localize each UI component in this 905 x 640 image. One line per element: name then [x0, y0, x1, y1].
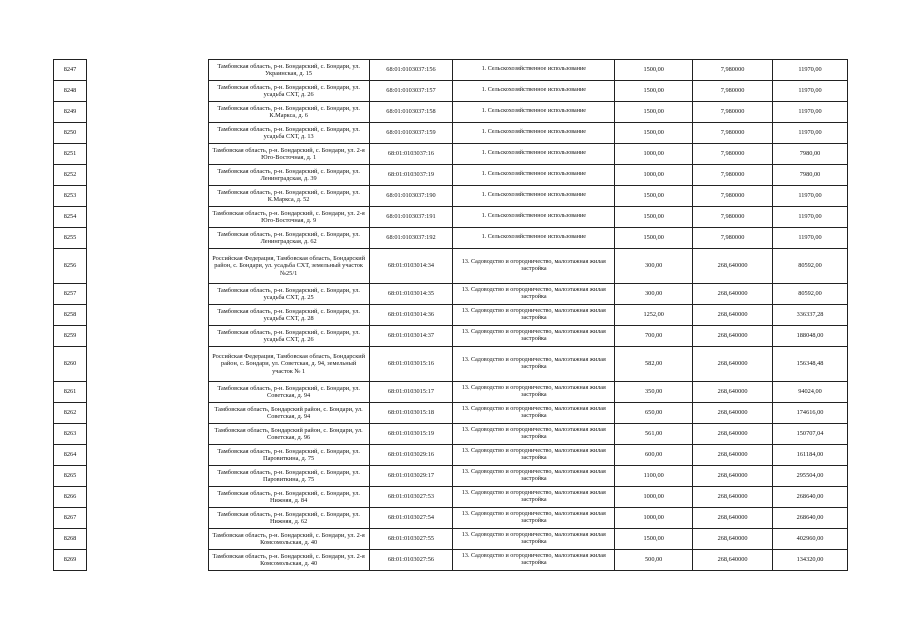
- cadastral-number-cell: 68:01:0103029:16: [369, 445, 453, 466]
- row-number: 8252: [54, 165, 87, 186]
- area-cell: 582,00: [615, 347, 693, 382]
- specific-value-cell: 7,980000: [693, 144, 773, 165]
- row-number: 8267: [54, 508, 87, 529]
- cadastral-value-cell: 94024,00: [773, 382, 848, 403]
- address-cell: Тамбовская область, р-н. Бондарский, с. Бондари, ул. 2-я Юго-Восточная, д. 9: [208, 207, 369, 228]
- address-cell: Тамбовская область, Бондарский район, с. Бондари, ул. Советская, д. 94: [208, 403, 369, 424]
- table-row: [54, 382, 848, 403]
- table-row: [54, 508, 848, 529]
- address-cell: Тамбовская область, р-н. Бондарский, с. Бондари, ул. усадьба СХТ, д. 13: [208, 123, 369, 144]
- table-row: [54, 550, 848, 571]
- land-use-cell: 1. Сельскохозяйственное использование: [453, 186, 615, 207]
- column-spacer: [86, 102, 208, 123]
- specific-value-cell: 268,640000: [693, 445, 773, 466]
- table-row: [54, 403, 848, 424]
- cadastral-value-cell: 80592,00: [773, 249, 848, 284]
- column-spacer: [86, 550, 208, 571]
- table-row: [54, 60, 848, 81]
- row-number: 8258: [54, 305, 87, 326]
- address-cell: Тамбовская область, р-н. Бондарский, с. Бондари, ул. 2-я Юго-Восточная, д. 1: [208, 144, 369, 165]
- cadastral-value-cell: 7980,00: [773, 165, 848, 186]
- cadastral-value-cell: 268640,00: [773, 508, 848, 529]
- cadastral-value-cell: 295504,00: [773, 466, 848, 487]
- area-cell: 600,00: [615, 445, 693, 466]
- cadastral-number-cell: 68:01:0103037:191: [369, 207, 453, 228]
- area-cell: 1000,00: [615, 487, 693, 508]
- table-row: [54, 186, 848, 207]
- area-cell: 1500,00: [615, 81, 693, 102]
- table-row: [54, 165, 848, 186]
- land-use-cell: 1. Сельскохозяйственное использование: [453, 207, 615, 228]
- row-number: 8260: [54, 347, 87, 382]
- cadastral-value-cell: 11970,00: [773, 228, 848, 249]
- cadastral-number-cell: 68:01:0103027:53: [369, 487, 453, 508]
- table-row: [54, 81, 848, 102]
- address-cell: Тамбовская область, р-н. Бондарский, с. Бондари, ул. Советская, д. 94: [208, 382, 369, 403]
- area-cell: 1500,00: [615, 102, 693, 123]
- area-cell: 1500,00: [615, 228, 693, 249]
- land-register-table-page: [53, 59, 848, 567]
- area-cell: 1000,00: [615, 144, 693, 165]
- cadastral-value-cell: 11970,00: [773, 102, 848, 123]
- row-number: 8265: [54, 466, 87, 487]
- cadastral-number-cell: 68:01:0103027:54: [369, 508, 453, 529]
- land-use-cell: 13. Садоводство и огородничество, малоэтажная жилая застройка: [453, 347, 615, 382]
- column-spacer: [86, 424, 208, 445]
- column-spacer: [86, 529, 208, 550]
- table-row: [54, 445, 848, 466]
- column-spacer: [86, 165, 208, 186]
- land-use-cell: 13. Садоводство и огородничество, малоэтажная жилая застройка: [453, 466, 615, 487]
- address-cell: Тамбовская область, р-н. Бондарский, с. Бондари, ул. 2-я Комсомольская, д. 40: [208, 529, 369, 550]
- table-row: [54, 228, 848, 249]
- table-row: [54, 529, 848, 550]
- land-use-cell: 13. Садоводство и огородничество, малоэтажная жилая застройка: [453, 403, 615, 424]
- land-use-cell: 13. Садоводство и огородничество, малоэтажная жилая застройка: [453, 305, 615, 326]
- cadastral-value-cell: 174616,00: [773, 403, 848, 424]
- column-spacer: [86, 508, 208, 529]
- address-cell: Тамбовская область, р-н. Бондарский, с. Бондари, ул. усадьба СХТ, д. 26: [208, 81, 369, 102]
- row-number: 8257: [54, 284, 87, 305]
- cadastral-number-cell: 68:01:0103027:56: [369, 550, 453, 571]
- address-cell: Тамбовская область, р-н. Бондарский, с. Бондари, ул. усадьба СХТ, д. 26: [208, 326, 369, 347]
- column-spacer: [86, 207, 208, 228]
- cadastral-number-cell: 68:01:0103029:17: [369, 466, 453, 487]
- row-number: 8263: [54, 424, 87, 445]
- row-number: 8266: [54, 487, 87, 508]
- column-spacer: [86, 382, 208, 403]
- cadastral-value-cell: 11970,00: [773, 207, 848, 228]
- table-row: [54, 207, 848, 228]
- row-number: 8253: [54, 186, 87, 207]
- address-cell: Тамбовская область, р-н. Бондарский, с. Бондари, ул. Ленинградская, д. 39: [208, 165, 369, 186]
- column-spacer: [86, 186, 208, 207]
- row-number: 8262: [54, 403, 87, 424]
- column-spacer: [86, 305, 208, 326]
- cadastral-value-cell: 80592,00: [773, 284, 848, 305]
- specific-value-cell: 268,640000: [693, 284, 773, 305]
- cadastral-number-cell: 68:01:0103037:16: [369, 144, 453, 165]
- land-register-rows: [54, 60, 848, 571]
- specific-value-cell: 268,640000: [693, 326, 773, 347]
- land-use-cell: 13. Садоводство и огородничество, малоэтажная жилая застройка: [453, 508, 615, 529]
- column-spacer: [86, 347, 208, 382]
- specific-value-cell: 268,640000: [693, 550, 773, 571]
- column-spacer: [86, 144, 208, 165]
- row-number: 8268: [54, 529, 87, 550]
- cadastral-number-cell: 68:01:0103015:16: [369, 347, 453, 382]
- land-use-cell: 13. Садоводство и огородничество, малоэтажная жилая застройка: [453, 249, 615, 284]
- address-cell: Тамбовская область, р-н. Бондарский, с. Бондари, ул. Паровиткина, д. 75: [208, 466, 369, 487]
- table-row: [54, 466, 848, 487]
- cadastral-number-cell: 68:01:0103014:36: [369, 305, 453, 326]
- table-row: [54, 305, 848, 326]
- area-cell: 1100,00: [615, 466, 693, 487]
- address-cell: Тамбовская область, Бондарский район, с. Бондари, ул. Советская, д. 96: [208, 424, 369, 445]
- land-use-cell: 13. Садоводство и огородничество, малоэтажная жилая застройка: [453, 382, 615, 403]
- column-spacer: [86, 123, 208, 144]
- area-cell: 500,00: [615, 550, 693, 571]
- specific-value-cell: 268,640000: [693, 424, 773, 445]
- cadastral-number-cell: 68:01:0103015:18: [369, 403, 453, 424]
- column-spacer: [86, 466, 208, 487]
- area-cell: 1500,00: [615, 123, 693, 144]
- land-use-cell: 1. Сельскохозяйственное использование: [453, 123, 615, 144]
- cadastral-number-cell: 68:01:0103027:55: [369, 529, 453, 550]
- cadastral-value-cell: 268640,00: [773, 487, 848, 508]
- row-number: 8256: [54, 249, 87, 284]
- cadastral-number-cell: 68:01:0103015:19: [369, 424, 453, 445]
- cadastral-number-cell: 68:01:0103037:158: [369, 102, 453, 123]
- row-number: 8250: [54, 123, 87, 144]
- cadastral-number-cell: 68:01:0103014:34: [369, 249, 453, 284]
- address-cell: Тамбовская область, р-н. Бондарский, с. Бондари, ул. Нижняя, д. 62: [208, 508, 369, 529]
- column-spacer: [86, 81, 208, 102]
- area-cell: 300,00: [615, 284, 693, 305]
- area-cell: 1252,00: [615, 305, 693, 326]
- cadastral-number-cell: 68:01:0103037:19: [369, 165, 453, 186]
- column-spacer: [86, 403, 208, 424]
- row-number: 8254: [54, 207, 87, 228]
- cadastral-value-cell: 336337,28: [773, 305, 848, 326]
- column-spacer: [86, 284, 208, 305]
- table-row: [54, 347, 848, 382]
- land-register-table: [53, 59, 848, 571]
- land-use-cell: 1. Сельскохозяйственное использование: [453, 60, 615, 81]
- specific-value-cell: 7,980000: [693, 60, 773, 81]
- area-cell: 1000,00: [615, 508, 693, 529]
- land-use-cell: 13. Садоводство и огородничество, малоэтажная жилая застройка: [453, 550, 615, 571]
- land-use-cell: 1. Сельскохозяйственное использование: [453, 228, 615, 249]
- row-number: 8269: [54, 550, 87, 571]
- area-cell: 1000,00: [615, 165, 693, 186]
- land-use-cell: 1. Сельскохозяйственное использование: [453, 144, 615, 165]
- specific-value-cell: 268,640000: [693, 347, 773, 382]
- specific-value-cell: 7,980000: [693, 207, 773, 228]
- row-number: 8264: [54, 445, 87, 466]
- address-cell: Тамбовская область, р-н. Бондарский, с. Бондари, ул. усадьба СХТ, д. 28: [208, 305, 369, 326]
- area-cell: 700,00: [615, 326, 693, 347]
- cadastral-value-cell: 156348,48: [773, 347, 848, 382]
- address-cell: Тамбовская область, р-н. Бондарский, с. Бондари, ул. Паровиткина, д. 75: [208, 445, 369, 466]
- specific-value-cell: 268,640000: [693, 382, 773, 403]
- row-number: 8261: [54, 382, 87, 403]
- row-number: 8248: [54, 81, 87, 102]
- address-cell: Тамбовская область, р-н. Бондарский, с. Бондари, ул. К.Маркса, д. 52: [208, 186, 369, 207]
- row-number: 8255: [54, 228, 87, 249]
- row-number: 8251: [54, 144, 87, 165]
- table-row: [54, 487, 848, 508]
- address-cell: Тамбовская область, р-н. Бондарский, с. Бондари, ул. К.Маркса, д. 6: [208, 102, 369, 123]
- column-spacer: [86, 326, 208, 347]
- specific-value-cell: 7,980000: [693, 102, 773, 123]
- cadastral-number-cell: 68:01:0103037:159: [369, 123, 453, 144]
- area-cell: 561,00: [615, 424, 693, 445]
- specific-value-cell: 7,980000: [693, 123, 773, 144]
- specific-value-cell: 7,980000: [693, 165, 773, 186]
- address-cell: Российская Федерация, Тамбовская область, Бондарский район, с. Бондари, ул. усадьба СХТ, земельный участок №25/1: [208, 249, 369, 284]
- land-use-cell: 13. Садоводство и огородничество, малоэтажная жилая застройка: [453, 445, 615, 466]
- cadastral-value-cell: 11970,00: [773, 81, 848, 102]
- table-row: [54, 102, 848, 123]
- land-use-cell: 13. Садоводство и огородничество, малоэтажная жилая застройка: [453, 529, 615, 550]
- address-cell: Тамбовская область, р-н. Бондарский, с. Бондари, ул. Ленинградская, д. 62: [208, 228, 369, 249]
- cadastral-number-cell: 68:01:0103037:156: [369, 60, 453, 81]
- cadastral-number-cell: 68:01:0103037:192: [369, 228, 453, 249]
- cadastral-value-cell: 11970,00: [773, 60, 848, 81]
- area-cell: 1500,00: [615, 60, 693, 81]
- cadastral-number-cell: 68:01:0103015:17: [369, 382, 453, 403]
- column-spacer: [86, 228, 208, 249]
- land-use-cell: 13. Садоводство и огородничество, малоэтажная жилая застройка: [453, 284, 615, 305]
- row-number: 8249: [54, 102, 87, 123]
- specific-value-cell: 268,640000: [693, 487, 773, 508]
- land-use-cell: 13. Садоводство и огородничество, малоэтажная жилая застройка: [453, 326, 615, 347]
- table-row: [54, 123, 848, 144]
- row-number: 8259: [54, 326, 87, 347]
- specific-value-cell: 7,980000: [693, 81, 773, 102]
- cadastral-value-cell: 161184,00: [773, 445, 848, 466]
- cadastral-value-cell: 188048,00: [773, 326, 848, 347]
- land-use-cell: 13. Садоводство и огородничество, малоэтажная жилая застройка: [453, 487, 615, 508]
- cadastral-value-cell: 150707,04: [773, 424, 848, 445]
- cadastral-number-cell: 68:01:0103014:35: [369, 284, 453, 305]
- cadastral-value-cell: 11970,00: [773, 186, 848, 207]
- specific-value-cell: 268,640000: [693, 305, 773, 326]
- column-spacer: [86, 445, 208, 466]
- area-cell: 1500,00: [615, 207, 693, 228]
- column-spacer: [86, 249, 208, 284]
- table-row: [54, 326, 848, 347]
- address-cell: Тамбовская область, р-н. Бондарский, с. Бондари, ул. 2-я Комсомольская, д. 40: [208, 550, 369, 571]
- specific-value-cell: 268,640000: [693, 466, 773, 487]
- row-number: 8247: [54, 60, 87, 81]
- area-cell: 1500,00: [615, 529, 693, 550]
- column-spacer: [86, 60, 208, 81]
- cadastral-value-cell: 7980,00: [773, 144, 848, 165]
- cadastral-number-cell: 68:01:0103014:37: [369, 326, 453, 347]
- specific-value-cell: 268,640000: [693, 508, 773, 529]
- land-use-cell: 1. Сельскохозяйственное использование: [453, 165, 615, 186]
- specific-value-cell: 268,640000: [693, 403, 773, 424]
- cadastral-value-cell: 402960,00: [773, 529, 848, 550]
- address-cell: Тамбовская область, р-н. Бондарский, с. Бондари, ул. усадьба СХТ, д. 25: [208, 284, 369, 305]
- table-row: [54, 284, 848, 305]
- column-spacer: [86, 487, 208, 508]
- area-cell: 1500,00: [615, 186, 693, 207]
- table-row: [54, 249, 848, 284]
- area-cell: 650,00: [615, 403, 693, 424]
- specific-value-cell: 268,640000: [693, 249, 773, 284]
- specific-value-cell: 7,980000: [693, 186, 773, 207]
- area-cell: 350,00: [615, 382, 693, 403]
- cadastral-value-cell: 134320,00: [773, 550, 848, 571]
- land-use-cell: 1. Сельскохозяйственное использование: [453, 102, 615, 123]
- cadastral-number-cell: 68:01:0103037:157: [369, 81, 453, 102]
- table-row: [54, 144, 848, 165]
- specific-value-cell: 268,640000: [693, 529, 773, 550]
- land-use-cell: 1. Сельскохозяйственное использование: [453, 81, 615, 102]
- address-cell: Российская Федерация, Тамбовская область, Бондарский район, с. Бондари, ул. Советская, д. 94, земельный участок № 1: [208, 347, 369, 382]
- specific-value-cell: 7,980000: [693, 228, 773, 249]
- table-row: [54, 424, 848, 445]
- land-use-cell: 13. Садоводство и огородничество, малоэтажная жилая застройка: [453, 424, 615, 445]
- area-cell: 300,00: [615, 249, 693, 284]
- cadastral-value-cell: 11970,00: [773, 123, 848, 144]
- address-cell: Тамбовская область, р-н. Бондарский, с. Бондари, ул. Украинская, д. 15: [208, 60, 369, 81]
- cadastral-number-cell: 68:01:0103037:190: [369, 186, 453, 207]
- address-cell: Тамбовская область, р-н. Бондарский, с. Бондари, ул. Нижняя, д. 84: [208, 487, 369, 508]
